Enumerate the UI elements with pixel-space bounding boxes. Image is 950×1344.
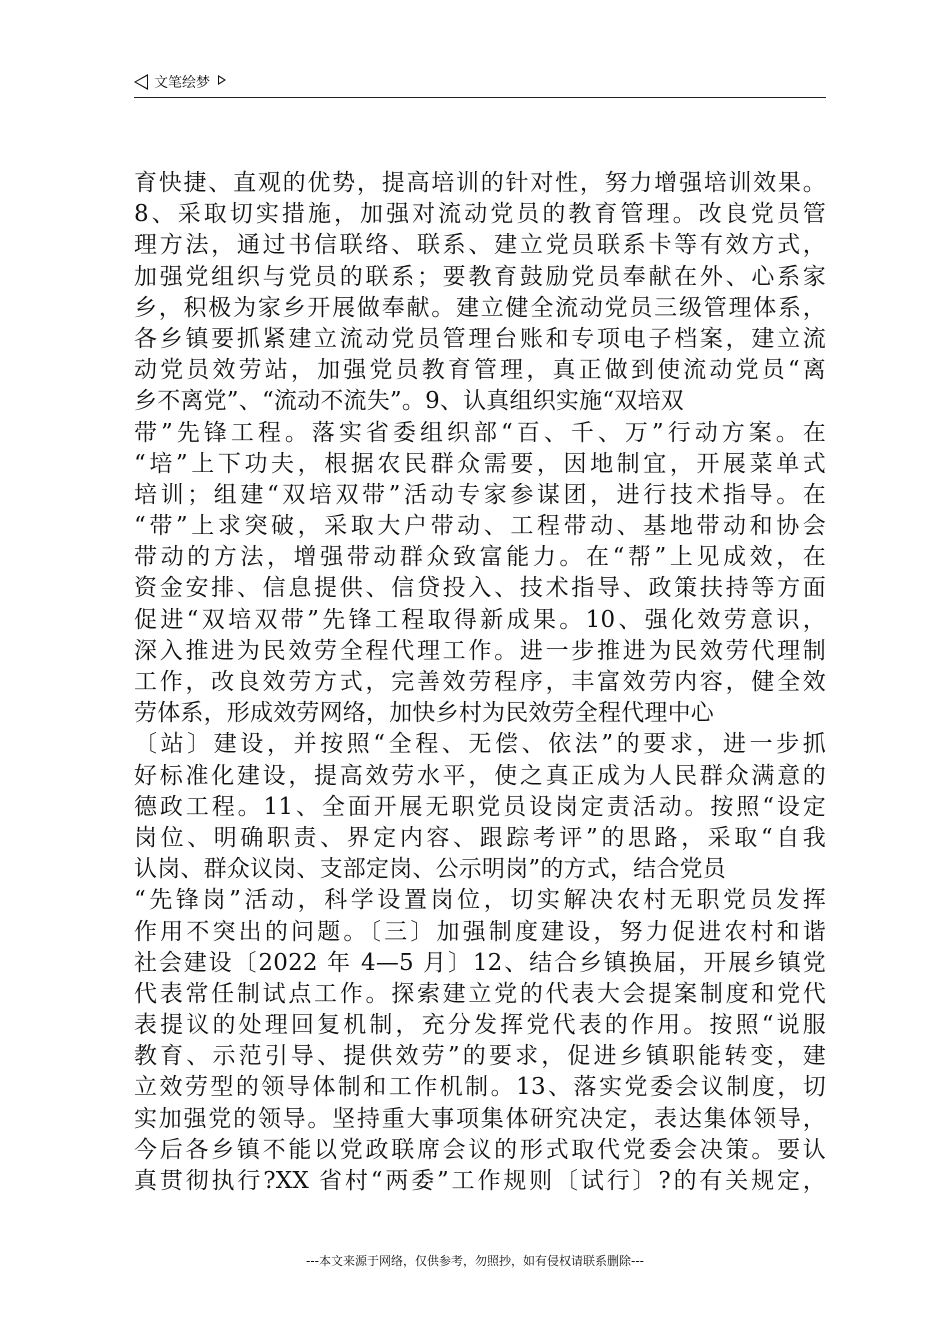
body-line: 资金安排、信息提供、信贷投入、技术指导、政策扶持等方面 [134, 575, 826, 602]
body-line: 真贯彻执行?XX 省村“两委”工作规则〔试行〕?的有关规定， [134, 1168, 826, 1194]
body-line: 今后各乡镇不能以党政联席会议的形式取代党委会决策。要认 [134, 1136, 826, 1163]
body-line: 教育、示范引导、提供效劳”的要求，促进乡镇职能转变，建 [134, 1043, 826, 1070]
body-line: “带”上求突破，采取大户带动、工程带动、基地带动和协会 [134, 513, 826, 540]
body-line: 促进“双培双带”先锋工程取得新成果。10、强化效劳意识， [134, 606, 826, 633]
body-line: 认岗、群众议岗、支部定岗、公示明岗”的方式，结合党员 [134, 856, 726, 883]
body-line: 理方法，通过书信联络、联系、建立党员联系卡等有效方式， [134, 232, 826, 259]
body-line: 〔站〕建设，并按照“全程、无偿、依法”的要求，进一步抓 [134, 731, 826, 758]
page-header [134, 72, 226, 92]
header-title: 文笔绘梦 [154, 75, 210, 91]
body-line: 好标准化建设，提高效劳水平，使之真正成为人民群众满意的 [134, 762, 826, 789]
body-line: 代表常任制试点工作。探索建立党的代表大会提案制度和党代 [134, 980, 826, 1007]
body-line: “先锋岗”活动，科学设置岗位，切实解决农村无职党员发挥 [134, 887, 826, 914]
body-line: 表提议的处理回复机制，充分发挥党代表的作用。按照“说服 [134, 1012, 826, 1039]
page-footer-disclaimer: ---本文来源于网络，仅供参考，勿照抄，如有侵权请联系删除--- [306, 1254, 644, 1268]
body-line: 劳体系，形成效劳网络，加快乡村为民效劳全程代理中心 [134, 700, 714, 727]
body-line: 育快捷、直观的优势，提高培训的针对性，努力增强培训效果。 [134, 170, 826, 196]
body-line: 工作，改良效劳方式，完善效劳程序，丰富效劳内容，健全效 [134, 669, 826, 695]
body-line: 带”先锋工程。落实省委组织部“百、千、万”行动方案。在 [134, 419, 826, 446]
body-line: 培训；组建“双培双带”活动专家参谋团，进行技术指导。在 [134, 481, 826, 508]
triangle-right-icon [218, 75, 226, 85]
document-body [134, 168, 826, 1197]
body-line: 乡不离党”、“流动不流失”。9、认真组织实施“双培双 [134, 388, 684, 415]
body-line: 加强党组织与党员的联系；要教育鼓励党员奉献在外、心系家 [134, 263, 826, 290]
body-line: 社会建设〔2022 年 4—5 月〕12、结合乡镇换届，开展乡镇党 [134, 949, 826, 976]
body-line: 岗位、明确职责、界定内容、跟踪考评”的思路，采取“自我 [134, 824, 826, 851]
body-line: 实加强党的领导。坚持重大事项集体研究决定，表达集体领导， [134, 1105, 826, 1132]
header-divider [134, 97, 826, 98]
body-line: 德政工程。11、全面开展无职党员设岗定责活动。按照“设定 [134, 793, 826, 820]
body-line: 乡，积极为家乡开展做奉献。建立健全流动党员三级管理体系， [134, 294, 826, 321]
body-line: 带动的方法，增强带动群众致富能力。在“帮”上见成效，在 [134, 544, 826, 571]
body-line: 作用不突出的问题。〔三〕加强制度建设，努力促进农村和谐 [134, 918, 826, 945]
triangle-left-icon [134, 74, 148, 90]
body-line: 立效劳型的领导体制和工作机制。13、落实党委会议制度，切 [134, 1074, 826, 1101]
body-line: 深入推进为民效劳全程代理工作。进一步推进为民效劳代理制 [134, 637, 826, 664]
body-line: 8、采取切实措施，加强对流动党员的教育管理。改良党员管 [134, 201, 826, 228]
body-line: “培”上下功夫，根据农民群众需要，因地制宜，开展菜单式 [134, 450, 826, 477]
body-line: 动党员效劳站，加强党员教育管理，真正做到使流动党员“离 [134, 357, 826, 384]
body-line: 各乡镇要抓紧建立流动党员管理台账和专项电子档案，建立流 [134, 325, 826, 352]
